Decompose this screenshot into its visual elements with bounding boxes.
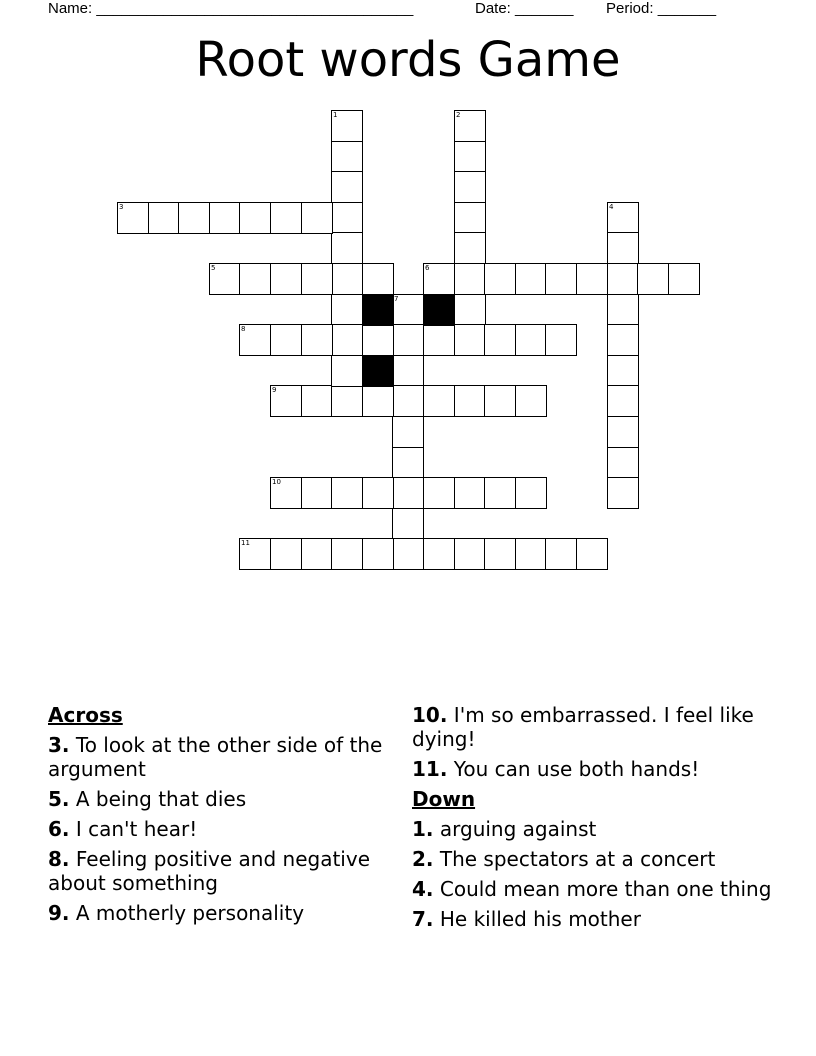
grid-cell[interactable] — [454, 263, 486, 295]
black-square — [423, 294, 455, 326]
clue-across-9: 9. A motherly personality — [48, 901, 305, 925]
grid-cell[interactable] — [392, 447, 424, 479]
grid-cell[interactable] — [178, 202, 210, 234]
clue-across-3: 3. To look at the other side of the argument — [48, 733, 383, 781]
clue-number: 8 — [241, 325, 246, 333]
grid-cell[interactable] — [331, 202, 363, 234]
grid-cell[interactable] — [362, 385, 394, 417]
clue-number: 9 — [272, 386, 277, 394]
grid-cell[interactable] — [607, 263, 639, 295]
grid-cell[interactable] — [423, 538, 455, 570]
clue-across-5: 5. A being that dies — [48, 787, 247, 811]
grid-cell[interactable] — [362, 477, 394, 509]
grid-cell[interactable] — [484, 324, 516, 356]
grid-cell[interactable] — [515, 538, 547, 570]
grid-cell[interactable] — [301, 538, 333, 570]
grid-cell[interactable] — [454, 141, 486, 173]
clue-across-6: 6. I can't hear! — [48, 817, 198, 841]
grid-cell[interactable] — [454, 294, 486, 326]
grid-cell[interactable] — [423, 324, 455, 356]
clue-down-2: 2. The spectators at a concert — [412, 847, 716, 871]
clue-across-10: 10. I'm so embarrassed. I feel like dying! — [412, 703, 754, 751]
grid-cell[interactable] — [270, 324, 302, 356]
grid-cell[interactable] — [331, 232, 363, 264]
grid-cell[interactable] — [668, 263, 700, 295]
period-field[interactable]: Period: _______ — [606, 0, 717, 17]
grid-cell[interactable] — [392, 538, 424, 570]
grid-cell[interactable] — [607, 477, 639, 509]
grid-cell[interactable] — [484, 477, 516, 509]
grid-cell[interactable] — [392, 324, 424, 356]
clue-number: 3 — [119, 203, 124, 211]
grid-cell[interactable] — [607, 447, 639, 479]
grid-cell[interactable] — [331, 141, 363, 173]
date-field[interactable]: Date: _______ — [475, 0, 574, 17]
clue-down-1: 1. arguing against — [412, 817, 597, 841]
grid-cell[interactable] — [392, 416, 424, 448]
grid-cell[interactable] — [270, 538, 302, 570]
grid-cell[interactable] — [148, 202, 180, 234]
grid-cell[interactable] — [301, 324, 333, 356]
clue-down-4: 4. Could mean more than one thing — [412, 877, 772, 901]
clue-number: 2 — [456, 111, 461, 119]
clue-number: 7 — [394, 295, 399, 303]
across-heading: Across — [48, 703, 123, 727]
grid-cell[interactable] — [545, 538, 577, 570]
clue-number: 4 — [609, 203, 614, 211]
grid-cell[interactable] — [301, 385, 333, 417]
grid-cell[interactable] — [454, 202, 486, 234]
grid-cell[interactable] — [637, 263, 669, 295]
grid-cell[interactable] — [331, 263, 363, 295]
grid-cell[interactable] — [331, 294, 363, 326]
grid-cell[interactable] — [362, 324, 394, 356]
grid-cell[interactable] — [423, 477, 455, 509]
grid-cell[interactable] — [331, 355, 363, 387]
grid-cell[interactable] — [607, 232, 639, 264]
grid-cell[interactable] — [239, 263, 271, 295]
down-heading: Down — [412, 787, 476, 811]
grid-cell[interactable] — [607, 355, 639, 387]
grid-cell[interactable] — [484, 385, 516, 417]
grid-cell[interactable] — [392, 508, 424, 540]
grid-cell[interactable] — [392, 385, 424, 417]
grid-cell[interactable] — [331, 477, 363, 509]
grid-cell[interactable] — [239, 202, 271, 234]
grid-cell[interactable] — [301, 477, 333, 509]
grid-cell[interactable] — [270, 263, 302, 295]
black-square — [362, 355, 394, 387]
grid-cell[interactable] — [515, 477, 547, 509]
grid-cell[interactable] — [607, 385, 639, 417]
grid-cell[interactable] — [454, 171, 486, 203]
grid-cell[interactable] — [331, 324, 363, 356]
grid-cell[interactable] — [331, 171, 363, 203]
grid-cell[interactable] — [362, 538, 394, 570]
name-field[interactable]: Name: ______________________________________ — [48, 0, 414, 17]
grid-cell[interactable] — [576, 263, 608, 295]
grid-cell[interactable] — [301, 263, 333, 295]
grid-cell[interactable] — [545, 324, 577, 356]
grid-cell[interactable] — [576, 538, 608, 570]
grid-cell[interactable] — [607, 294, 639, 326]
clues-right-column — [412, 703, 772, 937]
grid-cell[interactable] — [362, 263, 394, 295]
grid-cell[interactable] — [423, 385, 455, 417]
clue-across-11: 11. You can use both hands! — [412, 757, 700, 781]
grid-cell[interactable] — [454, 538, 486, 570]
grid-cell[interactable] — [545, 263, 577, 295]
grid-cell[interactable] — [301, 202, 333, 234]
page-title: Root words Game — [195, 32, 621, 88]
clue-number: 5 — [211, 264, 216, 272]
clues-left-column — [48, 703, 388, 931]
grid-cell[interactable] — [484, 263, 516, 295]
grid-cell[interactable] — [515, 324, 547, 356]
clue-down-7: 7. He killed his mother — [412, 907, 641, 931]
clue-across-8: 8. Feeling positive and negative about something — [48, 847, 370, 895]
grid-cell[interactable] — [392, 355, 424, 387]
grid-cell[interactable] — [392, 477, 424, 509]
grid-cell[interactable] — [454, 232, 486, 264]
grid-cell[interactable] — [454, 385, 486, 417]
grid-cell[interactable] — [515, 385, 547, 417]
black-square — [362, 294, 394, 326]
grid-cell[interactable] — [454, 324, 486, 356]
clue-number: 1 — [333, 111, 338, 119]
clue-number: 10 — [272, 478, 281, 486]
grid-cell[interactable] — [270, 202, 302, 234]
grid-cell[interactable] — [607, 416, 639, 448]
clue-number: 6 — [425, 264, 430, 272]
grid-cell[interactable] — [209, 202, 241, 234]
grid-cell[interactable] — [607, 324, 639, 356]
grid-cell[interactable] — [454, 477, 486, 509]
grid-cell[interactable] — [331, 538, 363, 570]
grid-cell[interactable] — [515, 263, 547, 295]
grid-cell[interactable] — [331, 385, 363, 417]
grid-cell[interactable] — [484, 538, 516, 570]
clue-number: 11 — [241, 539, 250, 547]
across-clue-list — [48, 733, 388, 925]
